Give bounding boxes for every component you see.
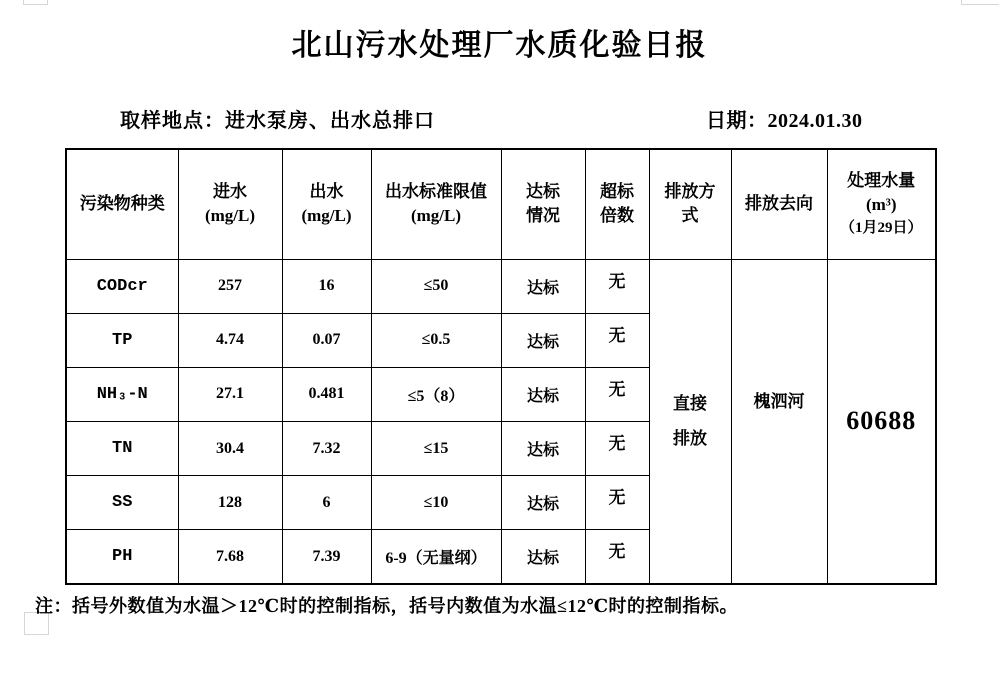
info-line [0,104,999,132]
outlet-value: 6 [282,476,371,530]
exceed-value: 无 [585,259,649,313]
outlet-value: 7.39 [282,530,371,584]
inlet-value: 27.1 [178,367,282,421]
exceed-value: 无 [585,313,649,367]
pollutant-cell: TP [66,313,178,367]
header-unit: (mg/L) [301,206,352,226]
outlet-value: 16 [282,259,371,313]
header-unit: (m³) [865,195,897,215]
header-label: 情况 [526,206,560,226]
header-label: 超标 [600,181,634,201]
treated-water-volume-cell: 60688 [827,259,936,584]
limit-value: ≤5（8） [371,367,501,421]
table-row-codcr [66,259,936,313]
header-unit: (mg/L) [410,206,462,226]
compliance-value: 达标 [501,530,585,584]
column-header-discharge-destination [731,149,827,259]
compliance-value: 达标 [501,313,585,367]
column-header-outlet [282,149,371,259]
limit-value: 6-9（无量纲） [371,530,501,584]
header-label: 达标 [526,181,560,201]
header-label: 式 [681,206,699,226]
limit-value: ≤15 [371,421,501,475]
discharge-method-line: 排放 [673,429,707,449]
column-header-limit [371,149,501,259]
cell-border-artifact-top-right [961,0,999,5]
limit-value: ≤10 [371,476,501,530]
column-header-volume [827,149,936,259]
header-label: 进水 [213,181,247,201]
outlet-value: 0.07 [282,313,371,367]
discharge-method-line: 直接 [673,393,707,413]
footnote: 注：括号外数值为水温＞12℃时的控制指标，括号内数值为水温≤12℃时的控制指标。 [35,596,739,616]
compliance-value: 达标 [501,421,585,475]
exceed-value: 无 [585,476,649,530]
header-label: 污染物种类 [79,193,165,213]
header-unit: (mg/L) [204,206,256,226]
pollutant-cell: NH₃-N [66,367,178,421]
inlet-value: 128 [178,476,282,530]
header-label: 处理水量 [847,170,916,190]
exceed-value: 无 [585,367,649,421]
outlet-value: 7.32 [282,421,371,475]
water-quality-table [65,148,937,585]
header-label: 出水 [309,181,344,201]
pollutant-cell: CODcr [66,259,178,313]
table-header-row [66,149,936,259]
header-date-note: （1月29日） [839,220,923,237]
exceed-value: 无 [585,421,649,475]
limit-value: ≤0.5 [371,313,501,367]
inlet-value: 4.74 [178,313,282,367]
page-title: 北山污水处理厂水质化验日报 [291,29,708,62]
inlet-value: 7.68 [178,530,282,584]
pollutant-cell: SS [66,476,178,530]
cell-border-artifact-top-left [23,0,48,5]
compliance-value: 达标 [501,259,585,313]
column-header-exceed [585,149,649,259]
inlet-value: 30.4 [178,421,282,475]
column-header-pollutant [66,149,178,259]
discharge-method-cell [649,259,731,584]
column-header-discharge-method [649,149,731,259]
header-label: 出水标准限值 [385,181,487,201]
header-label: 排放去向 [745,193,813,213]
sampling-location-label: 取样地点：进水泵房、出水总排口 [120,110,435,132]
column-header-compliance [501,149,585,259]
header-label: 倍数 [600,206,634,226]
date-label: 日期：2024.01.30 [706,110,863,132]
header-label: 排放方 [664,181,716,201]
inlet-value: 257 [178,259,282,313]
compliance-value: 达标 [501,476,585,530]
pollutant-cell: TN [66,421,178,475]
column-header-inlet [178,149,282,259]
limit-value: ≤50 [371,259,501,313]
outlet-value: 0.481 [282,367,371,421]
compliance-value: 达标 [501,367,585,421]
exceed-value: 无 [585,530,649,584]
discharge-destination-cell: 槐泗河 [731,259,827,584]
pollutant-cell: PH [66,530,178,584]
